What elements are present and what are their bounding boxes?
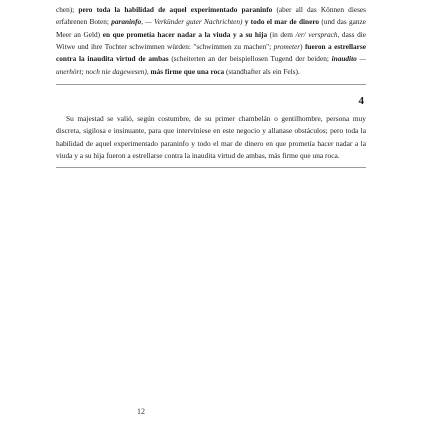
divider-line-bottom [56, 167, 366, 168]
annotated-paragraph [56, 4, 366, 78]
text-run: (in dem [267, 29, 296, 39]
text-run: (standhafter als ein Fels). [224, 66, 300, 76]
text-run: (scheiterten an der beispiellosen Tugend der beiden; [168, 54, 332, 64]
text-run: (und das ganze Meer an Geld) [56, 17, 367, 39]
text-run: prometer [273, 42, 301, 52]
text-run: en que prometía hacer nadar a la viuda y a su hija [102, 29, 268, 39]
text-run: /er/ versprach [295, 29, 338, 39]
text-run: paraninfo [111, 17, 142, 27]
text-run: fueron a estrellarse contra la inaudita virtud de ambas [56, 42, 366, 64]
text-run: y todo el mar de dinero [244, 17, 320, 27]
text-run: más firme que una roca [150, 66, 225, 76]
text-run: ) [300, 42, 305, 52]
text-run: pero toda la habilidad de aquel experimentado paraninfo [78, 5, 273, 14]
text-run: , — Verkünder guter Nachrichten) [141, 17, 245, 27]
divider-line [56, 84, 366, 85]
section-number: 4 [358, 95, 364, 108]
text-run: — unerhört; noch nie dagewesen), [56, 54, 366, 76]
text-run: chen); [56, 5, 79, 14]
text-run: (aber all das Können dieses erfahrenen Boten; [56, 5, 366, 27]
text-run: , dass die Witwe und ihre Tochter schwimmen würden: "schwimmen zu machen"; [56, 29, 367, 52]
original-paragraph: Su majestad se valió, según costumbre, de su primer chambelán o gentilhombre, persona muy discreta, sigilosa e insinuante, para que interviniese en este negocio y allanase obstáculos; pero toda la habilidad de aquel experimentado paraninfo y todo el mar de dinero en que prometía hacer nadar a la viuda y a su hija fueron a estrellarse contra la inaudita virtud de ambas, más firme que una roca. [56, 114, 366, 161]
page-number: 12 [137, 407, 145, 416]
text-run: inaudito [331, 54, 357, 64]
